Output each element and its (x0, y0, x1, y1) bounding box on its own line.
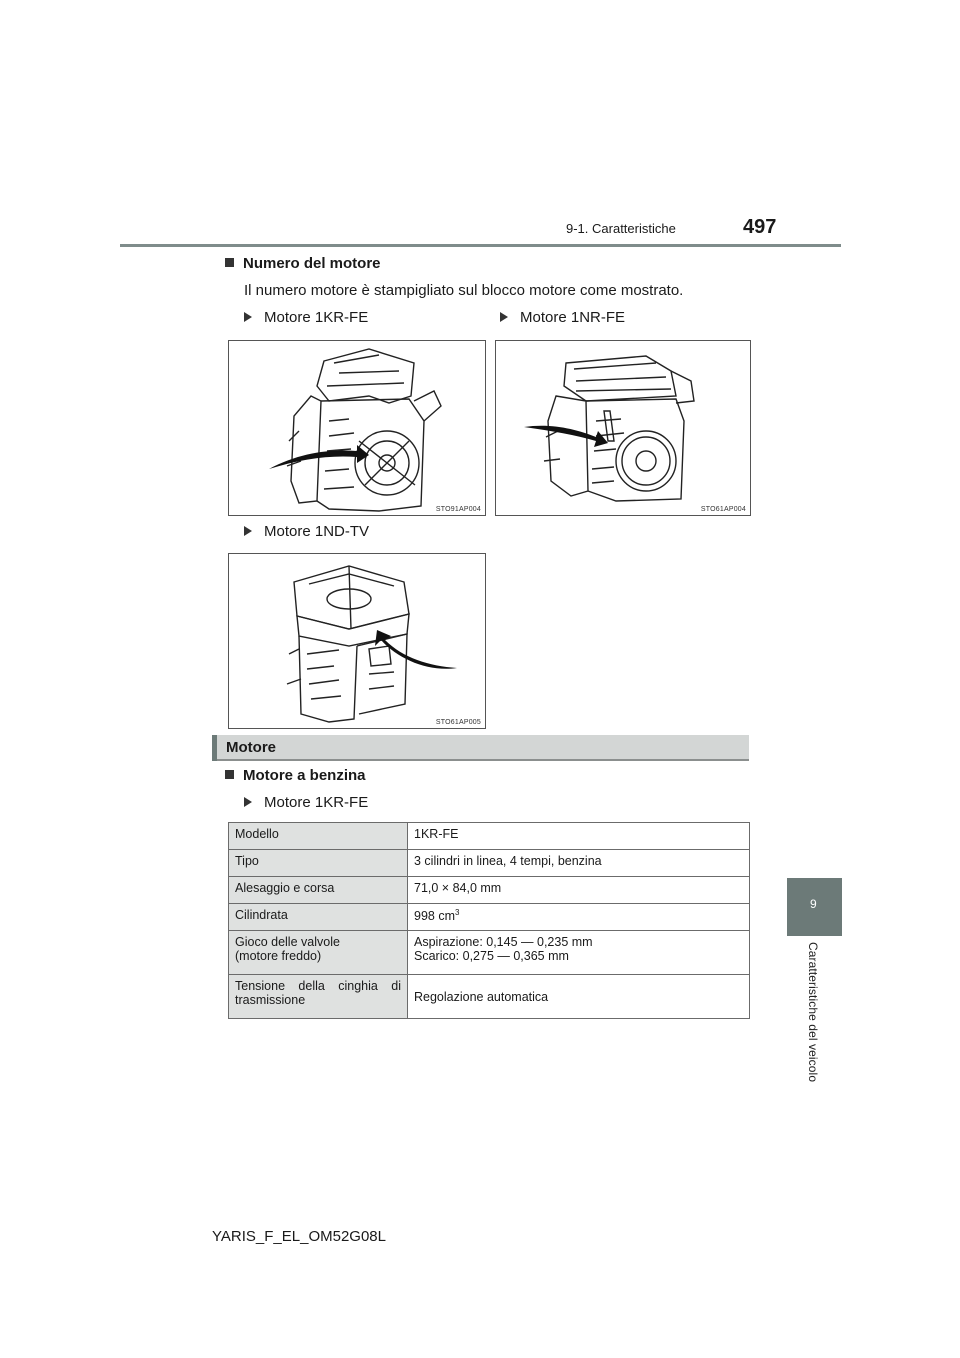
caption-text: Motore 1NR-FE (520, 309, 626, 326)
spec-value: 71,0 × 84,0 mm (408, 877, 750, 904)
spec-label-line: trasmissione (235, 993, 306, 1007)
spec-label: Modello (229, 823, 408, 850)
spec-label: Cilindrata (229, 904, 408, 931)
engine-spec-table (228, 822, 750, 1019)
spec-label (229, 975, 408, 1019)
spec-label-line: (motore freddo) (235, 949, 322, 963)
spec-label: Alesaggio e corsa (229, 877, 408, 904)
spec-value: 1KR-FE (408, 823, 750, 850)
arrow-icon (375, 630, 457, 669)
caption-text: Motore 1ND-TV (264, 523, 370, 540)
engine-illustration-1nr (495, 340, 751, 516)
section-bar-motore (212, 735, 749, 761)
table-row (229, 931, 750, 975)
figure-code: STO61AP004 (700, 506, 746, 513)
header-rule (120, 244, 841, 247)
petrol-engine-heading (225, 767, 366, 784)
figure-code: STO91AP004 (435, 506, 481, 513)
spec-label (229, 931, 408, 975)
page-number: 497 (743, 216, 777, 238)
figure-caption-1nr (500, 309, 625, 326)
triangle-bullet-icon (244, 526, 252, 536)
superscript: 3 (455, 908, 460, 917)
square-bullet-icon (225, 770, 234, 779)
heading-text: Numero del motore (243, 255, 381, 272)
arrow-icon (524, 426, 608, 447)
square-bullet-icon (225, 258, 234, 267)
table-caption-1kr (244, 794, 368, 811)
spec-value-line: Aspirazione: 0,145 — 0,235 mm (414, 935, 593, 949)
spec-value: Regolazione automatica (408, 975, 750, 1019)
spec-value (408, 904, 750, 931)
spec-label-line: Tensione della cinghia di (235, 979, 401, 993)
spec-label-line: Gioco delle valvole (235, 935, 340, 949)
spec-value-line: Scarico: 0,275 — 0,365 mm (414, 949, 569, 963)
table-row (229, 975, 750, 1019)
table-row (229, 877, 750, 904)
table-row (229, 904, 750, 931)
engine-drawing (229, 341, 485, 515)
engine-drawing (229, 554, 485, 728)
engine-illustration-1kr (228, 340, 486, 516)
triangle-bullet-icon (244, 797, 252, 807)
engine-number-heading (225, 255, 381, 272)
triangle-bullet-icon (500, 312, 508, 322)
section-bar-accent (212, 735, 217, 761)
section-title: 9-1. Caratteristiche (566, 221, 676, 236)
figure-caption-1kr (244, 309, 368, 326)
subheading-text: Motore a benzina (243, 767, 366, 784)
figure-code: STO61AP005 (435, 719, 481, 726)
engine-drawing (496, 341, 750, 515)
document-code: YARIS_F_EL_OM52G08L (212, 1228, 386, 1245)
figure-caption-1nd (244, 523, 369, 540)
spec-label: Tipo (229, 850, 408, 877)
caption-text: Motore 1KR-FE (264, 309, 369, 326)
engine-illustration-1nd (228, 553, 486, 729)
spec-value: 3 cilindri in linea, 4 tempi, benzina (408, 850, 750, 877)
spec-value-text: 998 cm (414, 909, 455, 924)
chapter-label: Caratteristiche del veicolo (806, 942, 820, 1083)
spec-value (408, 931, 750, 975)
table-row (229, 850, 750, 877)
triangle-bullet-icon (244, 312, 252, 322)
caption-text: Motore 1KR-FE (264, 794, 369, 811)
section-bar-label: Motore (226, 739, 276, 756)
chapter-number: 9 (810, 897, 817, 911)
engine-number-paragraph: Il numero motore è stampigliato sul blocco motore come mostrato. (244, 282, 684, 299)
table-row (229, 823, 750, 850)
